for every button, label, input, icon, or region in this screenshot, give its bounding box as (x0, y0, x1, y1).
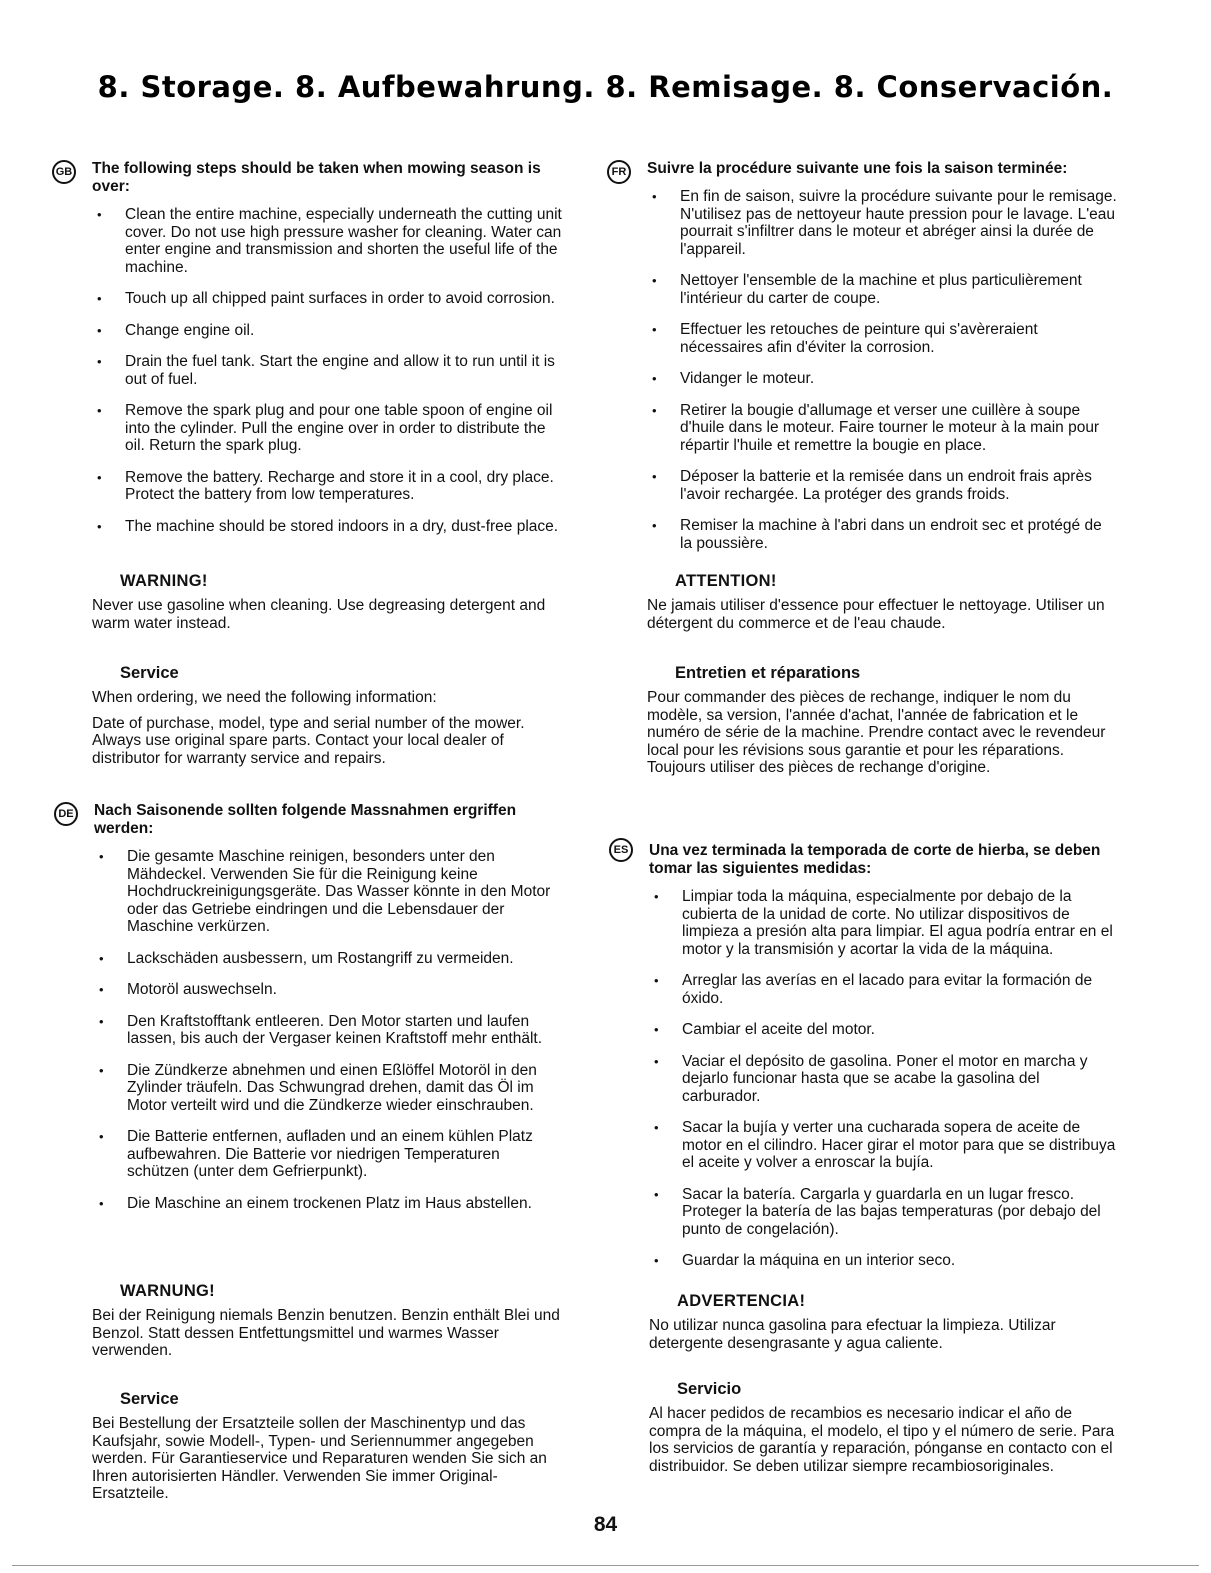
warning-text: Never use gasoline when cleaning. Use degreasing detergent and warm water instead. (92, 597, 546, 632)
list-item: • Limpiar toda la máquina, especialmente por debajo de la cubierta de la unidad de corte. No utilizar dispositivos de limpieza a presión alta para limpiar. El agua podría entrar en el motor y la transmisión y acortar la vida de la máquina. (649, 888, 1119, 958)
section-intro: Suivre la procédure suivante une fois la saison terminée: (647, 160, 1068, 177)
warning-text: No utilizar nunca gasolina para efectuar la limpieza. Utilizar detergente desengrasante y agua caliente. (649, 1317, 1056, 1352)
list-item: • Die Batterie entfernen, aufladen und an einem kühlen Platz aufbewahren. Die Batterie vor niedrigen Temperaturen schützen (unter dem Gefrierpunkt). (94, 1128, 564, 1181)
list-item: • En fin de saison, suivre la procédure suivante pour le remisage. N'utilisez pas de nettoyeur haute pression pour le lavage. L'eau pourrait s'infiltrer dans le moteur et abréger ainsi la durée de l'appareil. (647, 188, 1117, 258)
list-item: • Touch up all chipped paint surfaces in order to avoid corrosion. (92, 290, 562, 308)
page-number: 84 (593, 1513, 618, 1536)
list-item: • Guardar la máquina en un interior seco. (649, 1252, 1119, 1270)
section-es (613, 842, 1119, 1284)
list-item: • Effectuer les retouches de peinture qui s'avèreraient nécessaires afin d'éviter la corrosion. (647, 321, 1117, 356)
footer-divider (12, 1565, 1199, 1566)
section-fr (611, 160, 1117, 566)
steps-list (649, 888, 1119, 1270)
warning-es (649, 1292, 1119, 1352)
warning-de (92, 1282, 562, 1360)
service-fr (647, 664, 1117, 785)
steps-list (92, 206, 562, 535)
service-de (92, 1390, 562, 1511)
list-item: • Sacar la bujía y verter una cucharada sopera de aceite de motor en el cilindro. Hacer girar el motor para que se distribuya el aceite y volver a enroscar la bujía. (649, 1119, 1119, 1172)
list-item: • Remove the battery. Recharge and store it in a cool, dry place. Protect the battery from low temperatures. (92, 469, 562, 504)
list-item: • Die Zündkerze abnehmen und einen Eßlöffel Motoröl in den Zylinder träufeln. Das Schwungrad drehen, damit das Öl im Motor verteilt wird und die Zündkerze wieder einschrauben. (94, 1062, 564, 1115)
service-text: Al hacer pedidos de recambios es necesario indicar el año de compra de la máquina, el modelo, el tipo y el número de serie. Para los servicios de garantía y reparación, pónganse en contacto con el distribuidor. Se deben utilizar siempre recambiosoriginales. (649, 1405, 1115, 1475)
section-de (58, 802, 564, 1226)
service-title: Service (120, 664, 179, 682)
list-item: • Vidanger le moteur. (647, 370, 1117, 388)
steps-list (94, 848, 564, 1212)
warning-text: Bei der Reinigung niemals Benzin benutzen. Benzin enthält Blei und Benzol. Statt dessen Entfettungsmittel und warmes Wasser verwenden. (92, 1307, 560, 1359)
list-item: • Cambiar el aceite del motor. (649, 1021, 1119, 1039)
list-item: • The machine should be stored indoors in a dry, dust-free place. (92, 518, 562, 536)
flag-badge-de: DE (54, 802, 78, 826)
list-item: • Clean the entire machine, especially underneath the cutting unit cover. Do not use high pressure washer for cleaning. Water can enter engine and transmission and shorten the useful life of the machine. (92, 206, 562, 276)
list-item: • Vaciar el depósito de gasolina. Poner el motor en marcha y dejarlo funcionar hasta que se acabe la gasolina del carburador. (649, 1053, 1119, 1106)
service-text: Pour commander des pièces de rechange, indiquer le nom du modèle, sa version, l'année d'achat, l'année de fabrication et le numéro de série de la machine. Prendre contact avec le revendeur local pour les révisions sous garantie et pour les réparations. Toujours utiliser des pièces de rechange d'origine. (647, 689, 1106, 776)
list-item: • Remove the spark plug and pour one table spoon of engine oil into the cylinder. Pull the engine over in order to distribute the oil. Return the spark plug. (92, 402, 562, 455)
warning-title: ADVERTENCIA! (677, 1292, 806, 1310)
service-title: Entretien et réparations (675, 664, 861, 682)
warning-title: ATTENTION! (675, 572, 777, 590)
service-text: Date of purchase, model, type and serial number of the mower. Always use original spare parts. Contact your local dealer of distributor for warranty service and repairs. (92, 714, 525, 767)
list-item: • Den Kraftstofftank entleeren. Den Motor starten und laufen lassen, bis auch der Vergaser keinen Kraftstoff mehr enthält. (94, 1013, 564, 1048)
warning-gb (92, 572, 562, 632)
service-text: Bei Bestellung der Ersatzteile sollen der Maschinentyp und das Kaufsjahr, sowie Modell-, Typen- und Seriennummer angegeben werden. Für Garantieservice und Reparaturen wenden Sie sich an Ihren autorisierten Händler. Verwenden Sie immer Original-Ersatzteile. (92, 1415, 547, 1502)
warning-fr (647, 572, 1117, 632)
list-item: • Die gesamte Maschine reinigen, besonders unter den Mähdeckel. Verwenden Sie für die Reinigung keine Hochdruckreinigungsgeräte. Das Wasser könnte in den Motor oder das Getriebe eindringen und die Lebensdauer der Maschine verkürzen. (94, 848, 564, 936)
service-es (649, 1380, 1119, 1483)
warning-title: WARNUNG! (120, 1282, 215, 1300)
service-gb (92, 664, 562, 775)
flag-badge-fr: FR (607, 160, 631, 184)
section-intro: Nach Saisonende sollten folgende Massnahmen ergriffen werden: (94, 802, 517, 837)
service-title: Servicio (677, 1380, 742, 1398)
warning-title: WARNING! (120, 572, 208, 590)
section-intro: The following steps should be taken when mowing season is over: (92, 160, 541, 195)
list-item: • Retirer la bougie d'allumage et verser une cuillère à soupe d'huile dans le moteur. Faire tourner le moteur à la main pour répartir l'huile et remettre la bougie en place. (647, 402, 1117, 455)
page-title: 8. Storage. 8. Aufbewahrung. 8. Remisage. 8. Conservación. (97, 70, 1114, 104)
list-item: • Die Maschine an einem trockenen Platz im Haus abstellen. (94, 1195, 564, 1213)
flag-badge-es: ES (609, 838, 633, 862)
service-text: When ordering, we need the following information: (92, 689, 437, 706)
list-item: • Nettoyer l'ensemble de la machine et plus particulièrement l'intérieur du carter de coupe. (647, 272, 1117, 307)
list-item: • Arreglar las averías en el lacado para evitar la formación de óxido. (649, 972, 1119, 1007)
list-item: • Remiser la machine à l'abri dans un endroit sec et protégé de la poussière. (647, 517, 1117, 552)
service-title: Service (120, 1390, 179, 1408)
list-item: • Motoröl auswechseln. (94, 981, 564, 999)
warning-text: Ne jamais utiliser d'essence pour effectuer le nettoyage. Utiliser un détergent du commerce et de l'eau chaude. (647, 597, 1105, 632)
list-item: • Change engine oil. (92, 322, 562, 340)
flag-badge-gb: GB (52, 160, 76, 184)
section-intro: Una vez terminada la temporada de corte de hierba, se deben tomar las siguientes medidas: (649, 842, 1101, 877)
list-item: • Drain the fuel tank. Start the engine and allow it to run until it is out of fuel. (92, 353, 562, 388)
steps-list (647, 188, 1117, 552)
list-item: • Lackschäden ausbessern, um Rostangriff zu vermeiden. (94, 950, 564, 968)
section-gb (55, 160, 562, 549)
list-item: • Sacar la batería. Cargarla y guardarla en un lugar fresco. Proteger la batería de las bajas temperaturas (por debajo del punto de congelación). (649, 1186, 1119, 1239)
list-item: • Déposer la batterie et la remisée dans un endroit frais après l'avoir rechargée. La protéger des grands froids. (647, 468, 1117, 503)
